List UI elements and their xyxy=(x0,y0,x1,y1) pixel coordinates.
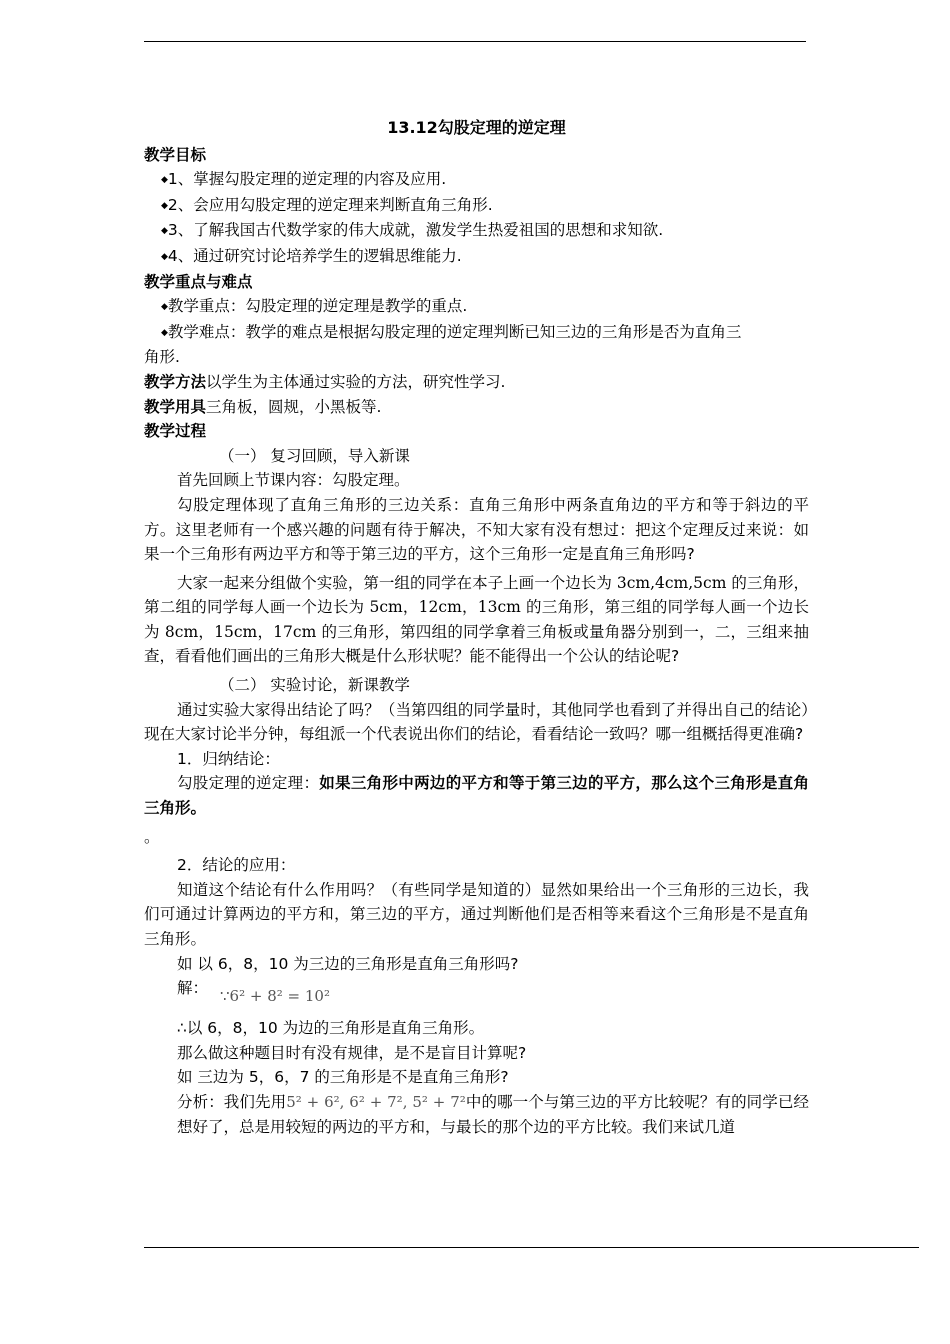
paragraph: 通过实验大家得出结论了吗？（当第四组的同学量时，其他同学也看到了并得出自己的结论）现在大家讨论半分钟，每组派一个代表说出你们的结论，看看结论一致吗？哪一组概括得更准确? xyxy=(144,700,809,744)
diamond-bullet-icon: ◆ xyxy=(161,200,168,211)
example-1: 如 以 6，8，10 为三边的三角形是直角三角形吗? xyxy=(177,954,519,973)
section-2-title: （二） 实验讨论，新课教学 xyxy=(219,676,410,695)
header-rule xyxy=(144,41,806,42)
diamond-bullet-icon: ◆ xyxy=(161,327,168,338)
page-title: 13.12勾股定理的逆定理 xyxy=(387,118,566,137)
difficulty-item-cont: 角形. xyxy=(144,348,180,367)
process-heading: 教学过程 xyxy=(144,422,207,441)
solution-label: 解： xyxy=(177,979,209,998)
diamond-bullet-icon: ◆ xyxy=(161,175,168,186)
footer-rule xyxy=(144,1247,919,1248)
section-1-title: （一） 复习回顾，导入新课 xyxy=(219,446,410,465)
solution-equation: ∵6² + 8² = 10² xyxy=(220,987,330,1006)
paragraph: 勾股定理体现了直角三角形的三边关系：直角三角形中两条直角边的平方和等于斜边的平方。这里老师有一个感兴趣的问题有待于解决，不知大家有没有想过：把这个定理反过来说：如果一个三角形有两边平方和等于第三边的平方，这个三角形一定是直角三角形吗? xyxy=(144,495,809,564)
diamond-bullet-icon: ◆ xyxy=(161,251,168,262)
keypoints-heading: 教学重点与难点 xyxy=(144,272,253,291)
document-body xyxy=(144,116,809,1139)
goals-heading: 教学目标 xyxy=(144,145,207,164)
difficulty-item: ◆教学难点：教学的难点是根据勾股定理的逆定理判断已知三边的三角形是否为直角三 xyxy=(161,322,742,341)
analysis-math: 5² + 6², 6² + 7², 5² + 7² xyxy=(286,1092,466,1111)
example-2: 如 三边为 5，6，7 的三角形是不是直角三角形? xyxy=(177,1068,509,1087)
diamond-bullet-icon: ◆ xyxy=(161,302,168,313)
list-item: 1．归纳结论： xyxy=(177,749,280,768)
tools-line: 教学用具三角板，圆规，小黑板等. xyxy=(144,397,382,416)
paragraph: 勾股定理的逆定理：如果三角形中两边的平方和等于第三边的平方，那么这个三角形是直角三角形。 xyxy=(144,774,809,818)
paragraph: 大家一起来分组做个实验，第一组的同学在本子上画一个边长为 3cm,4cm,5cm 的三角形，第二组的同学每人画一个边长为 5cm，12cm，13cm 的三角形，第三组的同学每人画一个边长为 8cm，15cm，17cm 的三角形，第四组的同学拿着三角板或量角器分别到一，二，三组来抽查，看看他们画出的三角形大概是什么形状呢？能不能得出一个公认的结论呢? xyxy=(144,573,809,666)
diamond-bullet-icon: ◆ xyxy=(161,226,168,237)
paragraph: 知道这个结论有什么作用吗？（有些同学是知道的）显然如果给出一个三角形的三边长，我们可通过计算两边的平方和，第三边的平方，通过判断他们是否相等来看这个三角形是不是直角三角形。 xyxy=(144,880,809,948)
solution xyxy=(144,976,809,1012)
question: 那么做这种题目时有没有规律，是不是盲目计算呢? xyxy=(177,1043,527,1062)
analysis-paragraph: 分析：我们先用5² + 6², 6² + 7², 5² + 7²中的哪一个与第三边的平方比较呢？有的同学已经想好了，总是用较短的两边的平方和，与最长的那个边的平方比较。我们来试几道 xyxy=(177,1092,809,1136)
goal-item: ◆3、了解我国古代数学家的伟大成就，激发学生热爱祖国的思想和求知欲. xyxy=(161,221,664,240)
goal-item: ◆1、掌握勾股定理的逆定理的内容及应用. xyxy=(161,170,447,189)
list-item: 2．结论的应用： xyxy=(177,856,296,875)
paragraph: 首先回顾上节课内容：勾股定理。 xyxy=(177,471,410,490)
method-line: 教学方法以学生为主体通过实验的方法，研究性学习. xyxy=(144,372,506,391)
stray-period: 。 xyxy=(144,827,160,846)
solution-conclusion: ∴以 6，8，10 为边的三角形是直角三角形。 xyxy=(177,1019,485,1038)
focus-item: ◆教学重点：勾股定理的逆定理是教学的重点. xyxy=(161,297,468,316)
goal-item: ◆4、通过研究讨论培养学生的逻辑思维能力. xyxy=(161,246,462,265)
goal-item: ◆2、会应用勾股定理的逆定理来判断直角三角形. xyxy=(161,195,493,214)
